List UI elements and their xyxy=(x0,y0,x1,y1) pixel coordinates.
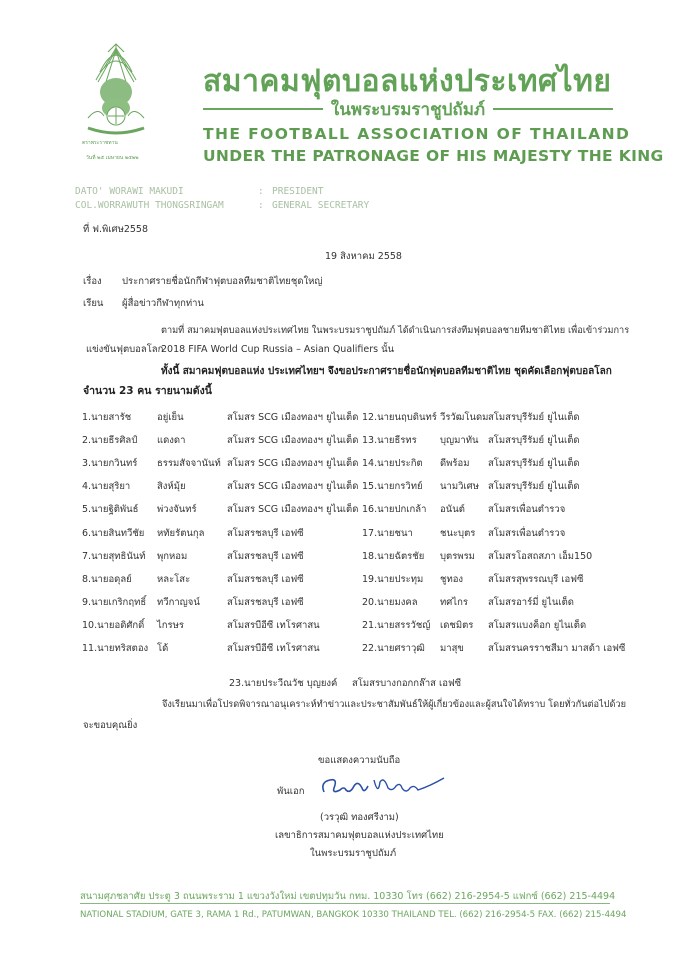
paragraph-2-line-2: จำนวน 23 คน รายนามดังนี้ xyxy=(83,385,212,397)
player-club: สโมสรสุพรรณบุรี เอฟซี xyxy=(488,574,584,585)
player-first-name: 20.นายมงคล xyxy=(362,597,418,608)
player-club: สโมสร SCG เมืองทองฯ ยูไนเต็ด xyxy=(227,458,359,469)
paragraph-1-line-2b: 2018 FIFA World Cup Russia – Asian Qualifiers นั้น xyxy=(161,344,395,355)
emblem-date: วันที่ ๒๕ เมษายน ๒๕๒๒ xyxy=(86,155,139,161)
regards: ขอแสดงความนับถือ xyxy=(318,755,401,766)
footer-divider xyxy=(80,903,610,904)
player-last-name: อยู่เย็น xyxy=(157,412,184,423)
paragraph-2-line-1: ทั้งนี้ สมาคมฟุตบอลแห่ง ประเทศไทยฯ จึงขอประกาศรายชื่อนักฟุตบอลทีมชาติไทย ชุดคัดเลือกฟุตบอลโลก xyxy=(161,366,612,377)
player-first-name: 14.นายประกิต xyxy=(362,458,423,469)
fat-emblem-logo xyxy=(78,42,154,172)
patronage-english: UNDER THE PATRONAGE OF HIS MAJESTY THE KING xyxy=(203,147,664,165)
reference-number: ที่ ฟ.พิเศษ2558 xyxy=(83,224,149,235)
player-club: สโมสรชลบุรี เอฟซี xyxy=(227,597,304,608)
association-name-english: THE FOOTBALL ASSOCIATION OF THAILAND xyxy=(203,125,631,143)
signer-name: (วรวุฒิ ทองศรีงาม) xyxy=(320,812,399,823)
player-first-name: 11.นายทริสตอง xyxy=(82,643,149,654)
player-first-name: 8.นายอดุลย์ xyxy=(82,574,132,585)
player-first-name: 7.นายสุทธินันท์ xyxy=(82,551,146,562)
player-club: สโมสรอาร์มี่ ยูไนเต็ด xyxy=(488,597,574,608)
player-last-name: หทัยรัตนกุล xyxy=(157,528,205,539)
player-first-name: 2.นายธีรศิลป์ xyxy=(82,435,138,446)
player-club: สโมสรบุรีรัมย์ ยูไนเต็ด xyxy=(488,435,580,446)
player-last-name: มาสุข xyxy=(440,643,464,654)
player-first-name: 1.นายสารัช xyxy=(82,412,132,423)
player-first-name: 15.นายกรวิทย์ xyxy=(362,481,423,492)
association-name-thai: สมาคมฟุตบอลแห่งประเทศไทย xyxy=(203,64,612,99)
player-last-name: ดีพร้อม xyxy=(440,458,470,469)
officer-1-sep: : xyxy=(258,186,264,197)
player-last-name: ทวีกาญจน์ xyxy=(157,597,200,608)
signer-rank: พันเอก xyxy=(277,786,305,797)
patronage-thai: ในพระบรมราชูปถัมภ์ xyxy=(330,99,486,120)
player-last-name: ทศไกร xyxy=(440,597,468,608)
player-last-name: ชนะบุตร xyxy=(440,528,476,539)
player-first-name: 9.นายเกริกฤทธิ์ xyxy=(82,597,147,608)
player-club: สโมสรนครราชสีมา มาสด้า เอฟซี xyxy=(488,643,626,654)
player-23-club: สโมสรบางกอกกล๊าส เอฟซี xyxy=(352,678,462,689)
player-club: สโมสร SCG เมืองทองฯ ยูไนเต็ด xyxy=(227,504,359,515)
player-last-name: ชูทอง xyxy=(440,574,464,585)
subject-text: ประกาศรายชื่อนักกีฬาฟุตบอลทีมชาติไทยชุดใหญ่ xyxy=(122,276,323,287)
officer-1-role: PRESIDENT xyxy=(272,186,324,197)
player-club: สโมสร SCG เมืองทองฯ ยูไนเต็ด xyxy=(227,481,359,492)
player-club: สโมสรบุรีรัมย์ ยูไนเต็ด xyxy=(488,458,580,469)
player-last-name: บุตรพรม xyxy=(440,551,475,562)
paragraph-1-line-1: ตามที่ สมาคมฟุตบอลแห่งประเทศไทย ในพระบรมราชูปถัมภ์ ได้ดำเนินการส่งทีมฟุตบอลชายทีมชาติไทย เพื่อเข้าร่วมการ xyxy=(161,325,630,336)
player-last-name: ธรรมสัจจานันท์ xyxy=(157,458,221,469)
officer-2-role: GENERAL SECRETARY xyxy=(272,200,370,211)
player-first-name: 10.นายอดิศักดิ์ xyxy=(82,620,145,631)
player-club: สโมสรแบงค็อก ยูไนเต็ด xyxy=(488,620,587,631)
signature-icon xyxy=(318,772,448,802)
footer-address-thai: สนามศุภชลาศัย ประตู 3 ถนนพระราม 1 แขวงวังใหม่ เขตปทุมวัน กทม. 10330 โทร (662) 216-2954-5 แฟกซ์ (662) 215-4494 xyxy=(80,891,616,902)
player-club: สโมสรบุรีรัมย์ ยูไนเต็ด xyxy=(488,412,580,423)
player-first-name: 18.นายฉัตรชัย xyxy=(362,551,425,562)
player-first-name: 16.นายปกเกล้า xyxy=(362,504,427,515)
player-club: สโมสร SCG เมืองทองฯ ยูไนเต็ด xyxy=(227,435,359,446)
closing-line-1: จึงเรียนมาเพื่อโปรดพิจารณาอนุเคราะห์ทำข่าวและประชาสัมพันธ์ให้ผู้เกี่ยวข้องและผู้สนใจได้ทราบ โดยทั่วกันต่อไปด้วย xyxy=(162,699,626,710)
letter-date: 19 สิงหาคม 2558 xyxy=(325,251,402,262)
player-first-name: 6.นายสินทวีชัย xyxy=(82,528,145,539)
player-last-name: ไกรษร xyxy=(157,620,184,631)
player-club: สโมสรเพื่อนตำรวจ xyxy=(488,504,566,515)
player-club: สโมสรโอสถสภา เอ็ม150 xyxy=(488,551,593,562)
player-club: สโมสร SCG เมืองทองฯ ยูไนเต็ด xyxy=(227,412,359,423)
player-club: สโมสรบีอีซี เทโรศาสน xyxy=(227,643,320,654)
player-last-name: หละโสะ xyxy=(157,574,191,585)
player-first-name: 17.นายชนา xyxy=(362,528,413,539)
player-last-name: โด้ xyxy=(157,643,169,654)
player-last-name: บุญมาทัน xyxy=(440,435,479,446)
player-last-name: สิงห์มุ้ย xyxy=(157,481,186,492)
player-last-name: เดชมิตร xyxy=(440,620,474,631)
player-last-name: พุกหอม xyxy=(157,551,188,562)
player-club: สโมสรเพื่อนตำรวจ xyxy=(488,528,566,539)
signer-title: เลขาธิการสมาคมฟุตบอลแห่งประเทศไทย xyxy=(275,830,444,841)
officer-2-sep: : xyxy=(258,200,264,211)
patronage-thai-row xyxy=(203,98,613,120)
player-club: สโมสรชลบุรี เอฟซี xyxy=(227,551,304,562)
player-club: สโมสรบุรีรัมย์ ยูไนเต็ด xyxy=(488,481,580,492)
divider-left xyxy=(203,108,323,110)
player-last-name: วีรวัฒโนดม xyxy=(440,412,489,423)
player-first-name: 19.นายประทุม xyxy=(362,574,424,585)
player-last-name: นามวิเศษ xyxy=(440,481,479,492)
player-last-name: พ่วงจันทร์ xyxy=(157,504,197,515)
recipient-text: ผู้สื่อข่าวกีฬาทุกท่าน xyxy=(122,298,204,309)
player-club: สโมสรชลบุรี เอฟซี xyxy=(227,574,304,585)
crest-icon xyxy=(78,42,154,172)
player-last-name: อนันต์ xyxy=(440,504,465,515)
player-first-name: 5.นายฐิติพันธ์ xyxy=(82,504,139,515)
footer-address-english: NATIONAL STADIUM, GATE 3, RAMA 1 Rd., PATUMWAN, BANGKOK 10330 THAILAND TEL. (662) 216-2954-5 FAX. (662) 215-4494 xyxy=(80,910,627,920)
officer-2-name: COL.WORRAWUTH THONGSRINGAM xyxy=(75,200,224,211)
emblem-caption: ตราพระราชทาน xyxy=(82,140,118,146)
player-first-name: 22.นายศราวุฒิ xyxy=(362,643,425,654)
paragraph-1-line-2a: แข่งขันฟุตบอลโลก xyxy=(86,344,164,355)
officer-1-name: DATO' WORAWI MAKUDI xyxy=(75,186,184,197)
player-club: สโมสรบีอีซี เทโรศาสน xyxy=(227,620,320,631)
player-club: สโมสรชลบุรี เอฟซี xyxy=(227,528,304,539)
player-first-name: 21.นายสรรวัชญ์ xyxy=(362,620,431,631)
player-23-name: 23.นายประวีณวัช บุญยงค์ xyxy=(229,678,338,689)
signer-title-2: ในพระบรมราชูปถัมภ์ xyxy=(310,848,397,859)
player-first-name: 12.นายนฤบดินทร์ xyxy=(362,412,437,423)
subject-label: เรื่อง xyxy=(83,276,102,287)
divider-right xyxy=(493,108,613,110)
player-first-name: 3.นายกวินทร์ xyxy=(82,458,138,469)
player-first-name: 13.นายธีรทร xyxy=(362,435,417,446)
player-first-name: 4.นายสุริยา xyxy=(82,481,131,492)
recipient-label: เรียน xyxy=(83,298,104,309)
closing-line-2: จะขอบคุณยิ่ง xyxy=(83,720,138,731)
player-last-name: แดงดา xyxy=(157,435,186,446)
